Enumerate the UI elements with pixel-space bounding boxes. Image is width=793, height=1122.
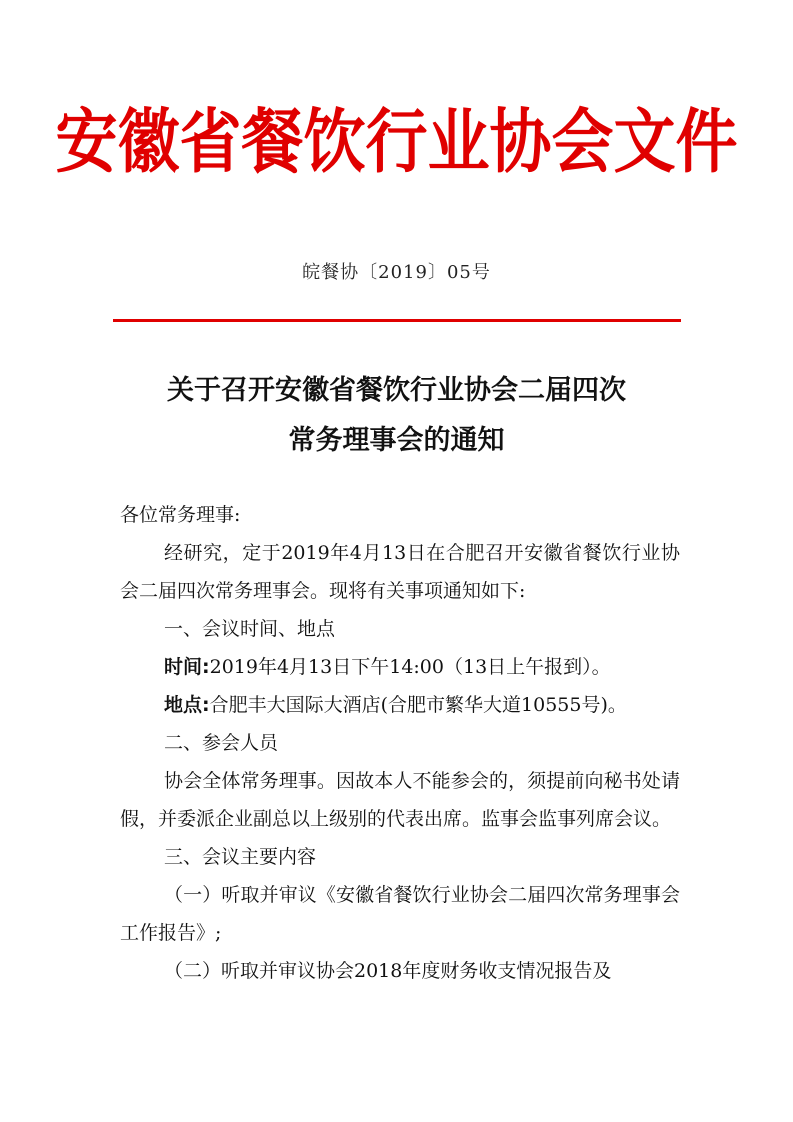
- notice-title-line-2: 常务理事会的通知: [288, 425, 505, 456]
- agenda-item-2: （二）听取并审议协会2018年度财务收支情况报告及: [164, 960, 612, 982]
- meeting-place: [120, 686, 680, 724]
- notice-body: [120, 496, 680, 990]
- document-masthead: 安徽省餐饮行业协会文件: [55, 100, 738, 183]
- notice-title-line-1: 关于召开安徽省餐饮行业协会二届四次: [167, 375, 626, 406]
- section-heading-agenda: 三、会议主要内容: [164, 846, 317, 868]
- agenda-item-1: （一）听取并审议《安徽省餐饮行业协会二届四次常务理事会工作报告》;: [120, 884, 680, 944]
- section-heading-time-place: 一、会议时间、地点: [164, 618, 336, 640]
- attendees-paragraph: 协会全体常务理事。因故本人不能参会的，须提前向秘书处请假，并委派企业副总以上级别的代表出席。监事会监事列席会议。: [120, 770, 680, 830]
- intro-paragraph: 经研究，定于2019年4月13日在合肥召开安徽省餐饮行业协会二届四次常务理事会。现将有关事项通知如下:: [120, 542, 680, 602]
- notice-title: [0, 366, 793, 466]
- place-value: 合肥丰大国际大酒店(合肥市繁华大道10555号)。: [209, 694, 627, 716]
- section-heading-attendees: 二、参会人员: [164, 732, 279, 754]
- salutation: 各位常务理事:: [120, 504, 241, 526]
- time-value: 2019年4月13日下午14:00（13日上午报到）。: [209, 656, 611, 678]
- document-number: 皖餐协〔2019〕05号: [302, 262, 491, 283]
- place-label: 地点:: [164, 694, 210, 716]
- red-divider-line: [113, 319, 681, 322]
- meeting-time: [120, 648, 680, 686]
- time-label: 时间:: [164, 656, 210, 678]
